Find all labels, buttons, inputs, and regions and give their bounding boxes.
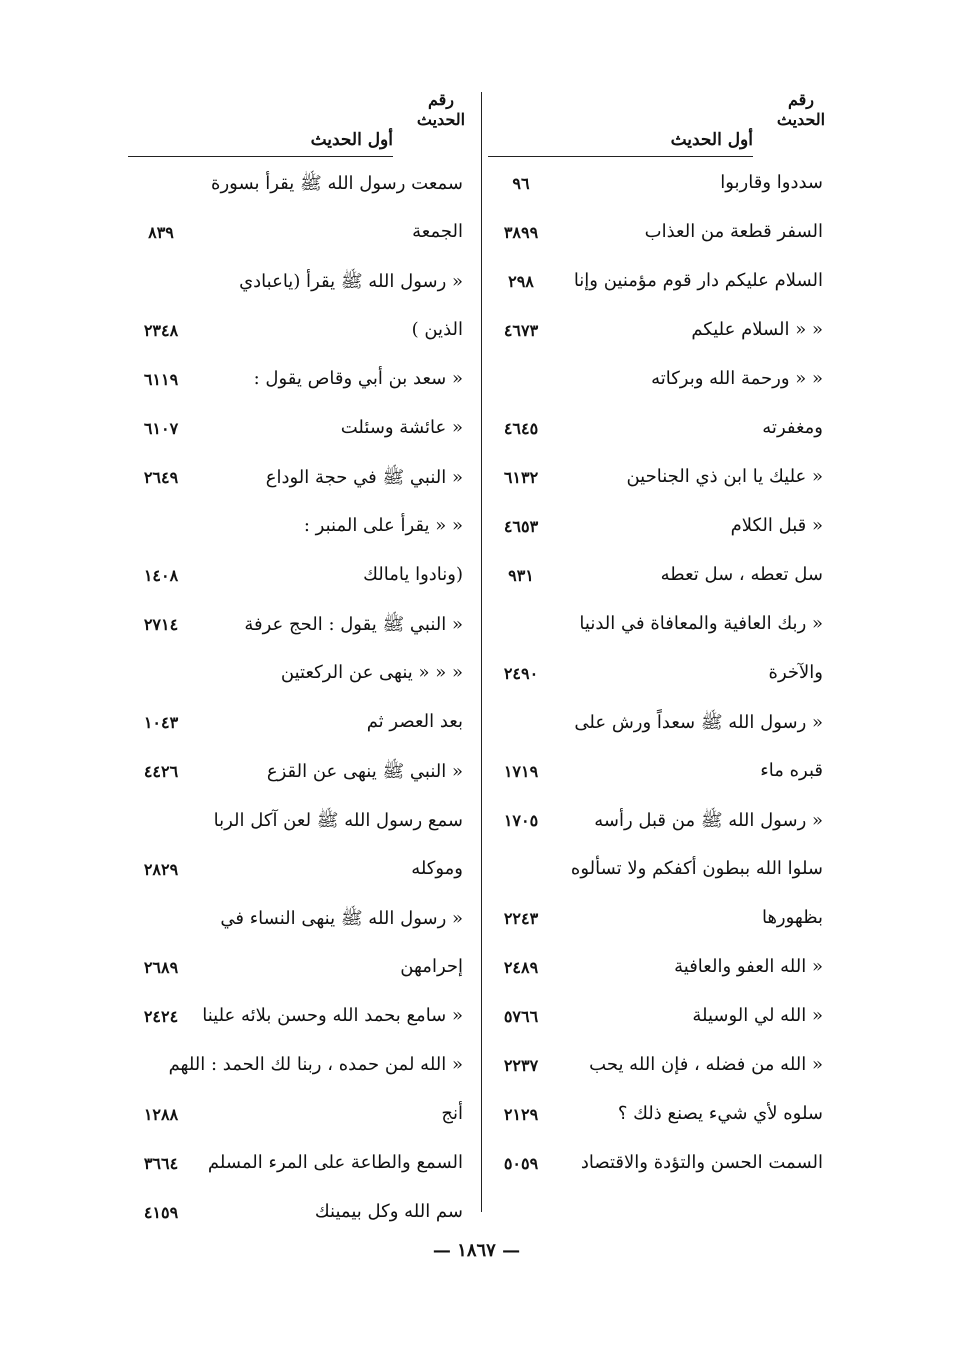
index-entry — [488, 650, 833, 699]
index-entry — [128, 258, 473, 307]
index-entry — [128, 993, 473, 1042]
index-entry — [488, 846, 833, 895]
hadith-number-heading — [409, 90, 473, 130]
hadith-first-words: « رسول الله ﷺ يقرأ (ياعبادي — [239, 271, 463, 292]
hadith-number: ٢٦٤٩ — [143, 468, 179, 487]
index-entry — [128, 846, 473, 895]
hadith-number: ٦١٣٢ — [503, 468, 539, 487]
index-entry — [128, 1042, 473, 1091]
hadith-number: ٤٦٤٥ — [503, 419, 539, 438]
hadith-number: ٤١٥٩ — [143, 1203, 179, 1222]
index-entry — [488, 993, 833, 1042]
hadith-first-words: سم الله وكل بيمينك — [314, 1201, 463, 1222]
index-list — [128, 160, 473, 1238]
index-entry — [128, 699, 473, 748]
hadith-first-words: « الله العفو والعافية — [674, 956, 823, 977]
index-entry — [128, 748, 473, 797]
index-entry — [488, 1042, 833, 1091]
index-entry — [488, 1140, 833, 1189]
hadith-first-words: « عائشة وسئلت — [340, 417, 463, 438]
hadith-first-words: الجمعة — [412, 221, 463, 242]
hadith-first-words: الذين ) — [411, 319, 463, 340]
column-divider — [481, 92, 482, 1212]
hadith-first-words: السمع والطاعة على المرء المسلم — [207, 1152, 463, 1173]
index-entry — [488, 1091, 833, 1140]
hadith-number: ٨٣٩ — [148, 223, 174, 242]
column-header — [128, 90, 473, 160]
index-entry — [128, 895, 473, 944]
hadith-first-words: « الله من فضله ، فإن الله يحب — [589, 1054, 823, 1075]
hadith-first-words: سمعت رسول الله ﷺ يقرأ بسورة — [211, 173, 463, 194]
heading-line: الحديث — [416, 110, 466, 129]
hadith-first-words: والآخرة — [768, 662, 823, 683]
hadith-first-words: « رسول الله ﷺ من قبل رأسه — [594, 810, 823, 831]
hadith-first-words: إحرامهن — [400, 956, 463, 977]
hadith-first-words: « سعد بن أبي وقاص يقول : — [253, 368, 463, 389]
first-of-hadith-heading: أول الحديث — [310, 130, 393, 150]
hadith-number: ٢٤٩٠ — [503, 664, 539, 683]
hadith-number: ٣٦٦٤ — [143, 1154, 179, 1173]
hadith-first-words: « « يقرأ على المنبر : — [303, 515, 463, 536]
heading-line: الحديث — [776, 110, 826, 129]
hadith-first-words: ومغفرته — [762, 417, 823, 438]
hadith-first-words: « النبي ﷺ في حجة الوداع — [265, 467, 463, 488]
hadith-number: ٢١٢٩ — [503, 1105, 539, 1124]
hadith-first-words: بعد العصر ثم — [366, 711, 463, 732]
index-entry — [128, 307, 473, 356]
hadith-number: ١٠٤٣ — [143, 713, 179, 732]
index-entry — [488, 699, 833, 748]
hadith-first-words: بظهورها — [761, 907, 823, 928]
hadith-number-heading — [769, 90, 833, 130]
index-entry — [128, 1189, 473, 1238]
hadith-number: ٣٨٩٩ — [503, 223, 539, 242]
index-entry — [488, 552, 833, 601]
index-entry — [488, 895, 833, 944]
hadith-first-words: السمت الحسن والتؤدة والاقتصاد — [580, 1152, 823, 1173]
hadith-number: ٢٢٣٧ — [503, 1056, 539, 1075]
hadith-number: ٦١١٩ — [143, 370, 179, 389]
hadith-first-words: « « ورحمة الله وبركاته — [651, 368, 823, 389]
index-entry — [128, 454, 473, 503]
hadith-first-words: السلام عليكم دار قوم مؤمنين وإنا — [573, 270, 823, 291]
hadith-number: ١٧٠٥ — [503, 811, 539, 830]
index-entry — [128, 405, 473, 454]
index-entry — [488, 356, 833, 405]
index-list — [488, 160, 833, 1189]
index-entry — [128, 160, 473, 209]
index-entry — [488, 258, 833, 307]
hadith-first-words: سل تعطه ، سل تعطه — [660, 564, 823, 585]
page-number: — ١٨٦٧ — — [432, 1240, 521, 1261]
hadith-number: ٤٦٥٣ — [503, 517, 539, 536]
index-entry — [488, 307, 833, 356]
column-header — [488, 90, 833, 160]
hadith-number: ٥٠٥٩ — [503, 1154, 539, 1173]
hadith-number: ١٤٠٨ — [143, 566, 179, 585]
right-column — [488, 90, 833, 1189]
hadith-number: ٢٩٨ — [508, 272, 534, 291]
hadith-first-words: سمع رسول الله ﷺ لعن آكل الربا — [213, 810, 463, 831]
index-entry — [128, 601, 473, 650]
hadith-number: ٥٧٦٦ — [503, 1007, 539, 1026]
hadith-first-words: (ونادوا يامالك — [363, 564, 463, 585]
hadith-number: ٢٢٤٣ — [503, 909, 539, 928]
hadith-number: ٤٦٧٣ — [503, 321, 539, 340]
hadith-first-words: السفر قطعة من العذاب — [644, 221, 823, 242]
hadith-number: ٢٨٢٩ — [143, 860, 179, 879]
hadith-first-words: « قبل الكلام — [730, 515, 823, 536]
index-entry — [128, 1140, 473, 1189]
index-entry — [488, 503, 833, 552]
index-entry — [488, 601, 833, 650]
index-entry — [128, 209, 473, 258]
index-entry — [488, 944, 833, 993]
hadith-first-words: قبره ماء — [760, 760, 823, 781]
first-of-hadith-heading: أول الحديث — [670, 130, 753, 150]
index-entry — [128, 552, 473, 601]
index-entry — [128, 503, 473, 552]
hadith-number: ٩٣١ — [508, 566, 534, 585]
left-column — [128, 90, 473, 1238]
hadith-first-words: « « « ينهى عن الركعتين — [280, 662, 463, 683]
index-entry — [128, 650, 473, 699]
heading-line: رقم — [787, 90, 815, 109]
hadith-number: ٢٧١٤ — [143, 615, 179, 634]
hadith-number: ٦١٠٧ — [143, 419, 179, 438]
hadith-first-words: « « السلام عليكم — [691, 319, 823, 340]
hadith-number: ٤٤٢٦ — [143, 762, 179, 781]
heading-line: رقم — [427, 90, 455, 109]
hadith-first-words: سلوا الله ببطون أكفكم ولا تسألوه — [570, 858, 823, 879]
index-entry — [488, 748, 833, 797]
index-entry — [488, 797, 833, 846]
hadith-first-words: سددوا وقاربوا — [720, 172, 823, 193]
hadith-number: ١٢٨٨ — [143, 1105, 179, 1124]
hadith-number: ٢٣٤٨ — [143, 321, 179, 340]
hadith-number: ٢٦٨٩ — [143, 958, 179, 977]
hadith-number: ٩٦ — [512, 174, 530, 193]
hadith-first-words: « الله لمن حمده ، ربنا لك الحمد : اللهم — [168, 1054, 463, 1075]
hadith-first-words: « رسول الله ﷺ سعداً ورش على — [574, 712, 823, 733]
header-rule — [488, 156, 753, 157]
index-entry — [128, 944, 473, 993]
hadith-first-words: « ربك العافية والمعافاة في الدنيا — [579, 613, 823, 634]
index-entry — [128, 356, 473, 405]
hadith-first-words: أنج — [441, 1103, 463, 1124]
index-entry — [488, 454, 833, 503]
hadith-first-words: « الله لي الوسيلة — [692, 1005, 823, 1026]
hadith-first-words: « النبي ﷺ يقول : الحج عرفة — [244, 614, 463, 635]
hadith-first-words: « سامع بحمد الله وحسن بلائه علينا — [202, 1005, 463, 1026]
header-rule — [128, 156, 393, 157]
index-entry — [488, 209, 833, 258]
index-entry — [128, 1091, 473, 1140]
hadith-number: ١٧١٩ — [503, 762, 539, 781]
hadith-first-words: « رسول الله ﷺ ينهى النساء في — [220, 908, 463, 929]
hadith-number: ٢٤٢٤ — [143, 1007, 179, 1026]
index-entry — [488, 405, 833, 454]
index-entry — [488, 160, 833, 209]
hadith-first-words: « النبي ﷺ ينهى عن القزع — [266, 761, 463, 782]
hadith-number: ٢٤٨٩ — [503, 958, 539, 977]
index-entry — [128, 797, 473, 846]
hadith-first-words: وموكله — [411, 858, 463, 879]
hadith-first-words: سلوه لأي شيء يصنع ذلك ؟ — [617, 1103, 823, 1124]
hadith-first-words: « عليك يا ابن ذي الجناحين — [626, 466, 823, 487]
